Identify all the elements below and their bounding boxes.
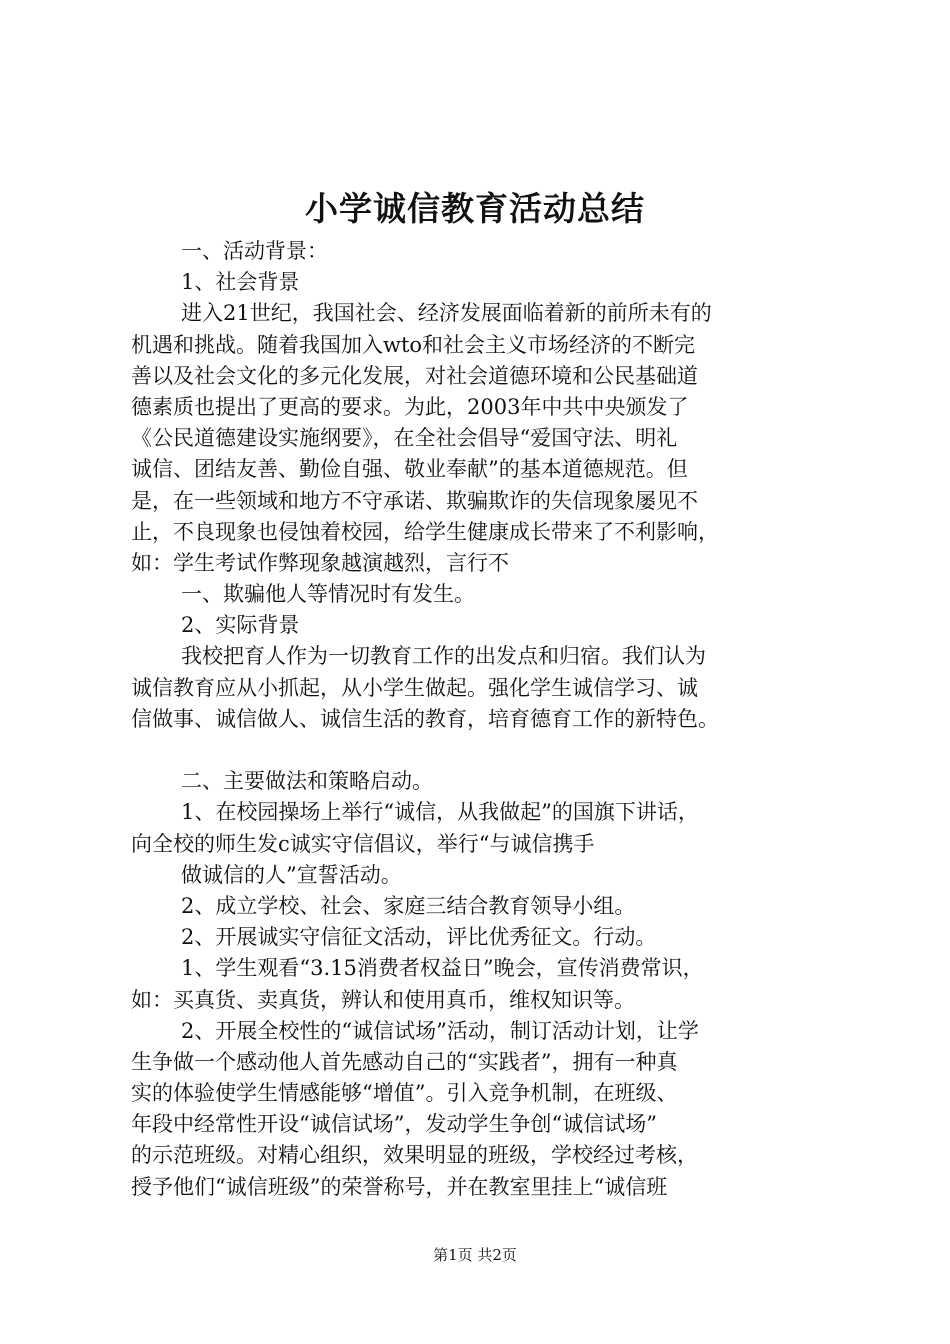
text-line: 信做事、诚信做人、诚信生活的教育，培育德育工作的新特色。 xyxy=(131,706,719,731)
text-line: 向全校的师生发c诚实守信倡议，举行“与诚信携手 xyxy=(131,831,595,856)
text-line: 诚信教育应从小抓起，从小学生做起。强化学生诚信学习、诚 xyxy=(131,675,698,700)
text-line: 授予他们“诚信班级”的荣誉称号，并在教室里挂上“诚信班 xyxy=(131,1174,668,1199)
text-line: 2、开展诚实守信征文活动，评比优秀征文。行动。 xyxy=(181,925,657,950)
text-line: 做诚信的人”宣誓活动。 xyxy=(181,862,402,887)
text-line: 年段中经常性开设“诚信试场”，发动学生争创“诚信试场” xyxy=(131,1112,657,1137)
text-line: 一、活动背景： xyxy=(181,239,328,263)
text-line: 如：买真货、卖真货，辨认和使用真币，维权知识等。 xyxy=(131,987,635,1012)
text-line: 1、社会背景 xyxy=(181,270,300,295)
text-line: 诚信、团结友善、勤俭自强、敬业奉献”的基本道德规范。但 xyxy=(131,457,688,482)
document-body xyxy=(131,236,831,1203)
text-line: 实的体验使学生情感能够“增值”。引入竞争机制，在班级、 xyxy=(131,1081,678,1106)
text-line: 2、实际背景 xyxy=(181,613,300,638)
text-line: 2、开展全校性的“诚信试场”活动，制订活动计划，让学 xyxy=(181,1018,699,1043)
text-line: 《公民道德建设实施纲要》，在全社会倡导“爱国守法、明礼 xyxy=(131,426,678,451)
text-line: 善以及社会文化的多元化发展，对社会道德环境和公民基础道 xyxy=(131,363,698,388)
text-line: 1、学生观看“3.15消费者权益日”晚会，宣传消费常识， xyxy=(181,956,704,981)
page-indicator: 第1页 共2页 xyxy=(433,1246,517,1264)
text-line: 二、主要做法和策略启动。 xyxy=(181,769,433,794)
text-line: 2、成立学校、社会、家庭三结合教育领导小组。 xyxy=(181,893,636,918)
text-line: 1、在校园操场上举行“诚信，从我做起”的国旗下讲话， xyxy=(181,800,699,825)
text-line: 机遇和挑战。随着我国加入wto和社会主义市场经济的不断完 xyxy=(131,332,696,357)
text-line: 我校把育人作为一切教育工作的出发点和归宿。我们认为 xyxy=(181,644,706,669)
document-title: 小学诚信教育活动总结 xyxy=(305,189,645,228)
text-line: 生争做一个感动他人首先感动自己的“实践者”，拥有一种真 xyxy=(131,1049,678,1074)
text-line: 的示范班级。对精心组织，效果明显的班级，学校经过考核， xyxy=(131,1143,698,1168)
text-line: 进入21世纪，我国社会、经济发展面临着新的前所未有的 xyxy=(181,301,712,326)
text-line: 如：学生考试作弊现象越演越烈，言行不 xyxy=(131,550,509,575)
blank-line xyxy=(131,735,831,766)
text-line: 止，不良现象也侵蚀着校园，给学生健康成长带来了不利影响， xyxy=(131,519,719,544)
text-line: 德素质也提出了更高的要求。为此，2003年中共中央颁发了 xyxy=(131,394,689,419)
text-line: 是，在一些领域和地方不守承诺、欺骗欺诈的失信现象屡见不 xyxy=(131,488,698,513)
text-line: 一、欺骗他人等情况时有发生。 xyxy=(181,582,475,607)
